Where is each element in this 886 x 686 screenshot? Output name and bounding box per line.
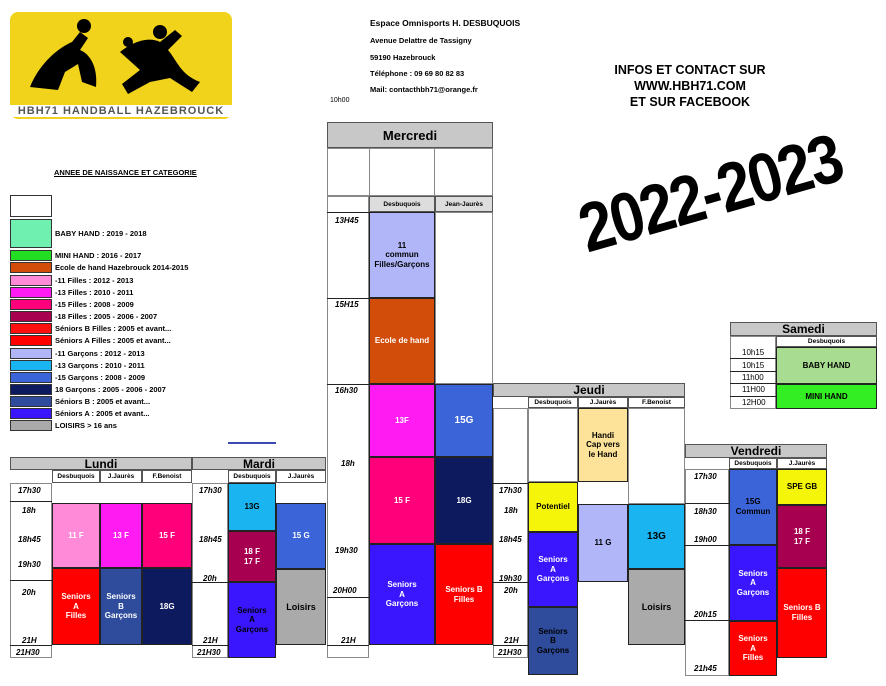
jeudi-col-fbenoist: F.Benoist bbox=[628, 397, 685, 408]
legend-swatch bbox=[10, 275, 52, 286]
lundi-time-18h: 18h bbox=[22, 506, 36, 515]
samedi-col-desbuquois: Desbuquois bbox=[776, 336, 877, 347]
divider bbox=[685, 620, 729, 621]
mercredi-slot-seniors-a-garcons[interactable]: Seniors A Garçons bbox=[369, 544, 435, 645]
lundi-title: Lundi bbox=[10, 457, 192, 470]
legend-swatch bbox=[10, 250, 52, 261]
mardi-time-column bbox=[192, 483, 228, 658]
venue-city: 59190 Hazebrouck bbox=[370, 53, 436, 62]
legend-label: -18 Filles : 2005 - 2006 - 2007 bbox=[55, 311, 158, 321]
jeudi-time-20h: 20h bbox=[504, 586, 518, 595]
legend-label: Séniors A Filles : 2005 et avant... bbox=[55, 335, 171, 345]
vendredi-title: Vendredi bbox=[685, 444, 827, 458]
divider bbox=[730, 371, 776, 372]
divider bbox=[192, 582, 228, 583]
contact-line-1: INFOS ET CONTACT SUR bbox=[614, 63, 766, 77]
jeudi-slot-potentiel[interactable]: Potentiel bbox=[528, 482, 578, 532]
jeudi-title: Jeudi bbox=[493, 383, 685, 397]
venue-email: Mail: contacthbh71@orange.fr bbox=[370, 85, 478, 94]
samedi-slot-mini-hand[interactable]: MINI HAND bbox=[776, 384, 877, 409]
jeudi-time-column bbox=[493, 408, 528, 658]
mercredi-time-18h: 18h bbox=[341, 459, 355, 468]
legend-label: -13 Filles : 2010 - 2011 bbox=[55, 287, 134, 297]
jeudi-slot-seniors-b-garcons[interactable]: Seniors B Garçons bbox=[528, 607, 578, 675]
venue-name: Espace Omnisports H. DESBUQUOIS bbox=[370, 18, 521, 28]
mardi-slot-loisirs[interactable]: Loisirs bbox=[276, 569, 326, 645]
vendredi-time-1900: 19h00 bbox=[694, 535, 717, 544]
legend-label: LOISIRS > 16 ans bbox=[55, 420, 117, 430]
samedi-time-1200: 12H00 bbox=[742, 398, 766, 407]
vendredi-time-column bbox=[685, 469, 729, 676]
divider bbox=[327, 384, 369, 385]
mardi-time-1845: 18h45 bbox=[199, 535, 222, 544]
legend-label: Séniors B Filles : 2005 et avant... bbox=[55, 323, 172, 333]
legend-swatch bbox=[10, 323, 52, 334]
lundi-col-desbuquois: Desbuquois bbox=[52, 470, 100, 483]
mardi-slot-13g[interactable]: 13G bbox=[228, 483, 276, 531]
samedi-time-1015-a: 10h15 bbox=[742, 348, 765, 357]
mercredi-jjaures-empty bbox=[435, 212, 493, 384]
legend-label: 18 Garçons : 2005 - 2006 - 2007 bbox=[55, 384, 166, 394]
legend-label: Séniors A : 2005 et avant... bbox=[55, 408, 150, 418]
mardi-time-2130: 21H30 bbox=[197, 648, 221, 657]
mercredi-slot-ecole-de-hand[interactable]: Ecole de hand bbox=[369, 298, 435, 384]
divider bbox=[327, 645, 369, 646]
legend-label: MINI HAND : 2016 - 2017 bbox=[55, 250, 142, 260]
samedi-slot-baby-hand[interactable]: BABY HAND bbox=[776, 347, 877, 384]
legend-swatch bbox=[10, 262, 52, 273]
jeudi-time-18h: 18h bbox=[504, 506, 518, 515]
jeudi-slot-handi-cap[interactable]: Handi Cap vers le Hand bbox=[578, 408, 628, 482]
lundi-slot-seniors-a-filles[interactable]: Seniors A Filles bbox=[52, 568, 100, 645]
lundi-slot-seniors-b-garcons[interactable]: Seniors B Garçons bbox=[100, 568, 142, 645]
mardi-slot-15g[interactable]: 15 G bbox=[276, 503, 326, 569]
legend-swatch bbox=[10, 420, 52, 431]
legend-label: -15 Filles : 2008 - 2009 bbox=[55, 299, 134, 309]
vendredi-col-jjaures: J.Jaurès bbox=[777, 458, 827, 469]
lundi-time-1730: 17h30 bbox=[18, 486, 41, 495]
lundi-time-2130: 21H30 bbox=[16, 648, 40, 657]
lundi-slot-18g[interactable]: 18G bbox=[142, 568, 192, 645]
divider bbox=[685, 503, 729, 504]
mardi-time-21h: 21H bbox=[203, 636, 218, 645]
lundi-time-1930: 19h30 bbox=[18, 560, 41, 569]
vendredi-slot-15g-commun[interactable]: 15G Commun bbox=[729, 469, 777, 545]
mercredi-slot-18g[interactable]: 18G bbox=[435, 457, 493, 544]
jeudi-time-1730: 17h30 bbox=[499, 486, 522, 495]
vendredi-slot-seniors-a-garcons[interactable]: Seniors A Garçons bbox=[729, 545, 777, 621]
mardi-title: Mardi bbox=[192, 457, 326, 470]
lundi-slot-11f[interactable]: 11 F bbox=[52, 503, 100, 568]
mercredi-time-21h: 21H bbox=[341, 636, 356, 645]
samedi-title: Samedi bbox=[730, 322, 877, 336]
vendredi-col-desbuquois: Desbuquois bbox=[729, 458, 777, 469]
venue-phone: Téléphone : 09 69 80 82 83 bbox=[370, 69, 465, 78]
mercredi-time-1930: 19h30 bbox=[335, 546, 358, 555]
venue-street: Avenue Delattre de Tassigny bbox=[370, 36, 472, 45]
divider bbox=[493, 645, 528, 646]
samedi-time-1100-a: 11h00 bbox=[742, 373, 764, 382]
legend-label: -11 Garçons : 2012 - 2013 bbox=[55, 348, 145, 358]
vendredi-slot-seniors-b-filles[interactable]: Seniors B Filles bbox=[777, 568, 827, 658]
lundi-time-1845: 18h45 bbox=[18, 535, 41, 544]
contact-info bbox=[590, 62, 790, 110]
mardi-col-jjaures: J.Jaurès bbox=[276, 470, 326, 483]
mercredi-time-1630: 16h30 bbox=[335, 386, 358, 395]
divider bbox=[327, 212, 369, 213]
jeudi-time-21h: 21H bbox=[504, 636, 519, 645]
legend-swatch bbox=[10, 219, 52, 248]
mercredi-slot-seniors-b-filles[interactable]: Seniors B Filles bbox=[435, 544, 493, 645]
jeudi-slot-loisirs[interactable]: Loisirs bbox=[628, 569, 685, 645]
mercredi-slot-15g[interactable]: 15G bbox=[435, 384, 493, 457]
jeudi-col-jjaures: J.Jaurès bbox=[578, 397, 628, 408]
mercredi-slot-13f[interactable]: 13F bbox=[369, 384, 435, 457]
legend-swatch bbox=[10, 299, 52, 310]
time-10h00: 10h00 bbox=[330, 97, 350, 104]
legend-swatch bbox=[10, 372, 52, 383]
divider bbox=[10, 645, 52, 646]
legend-label: BABY HAND : 2019 - 2018 bbox=[55, 228, 147, 238]
legend-swatch bbox=[10, 348, 52, 359]
mardi-slot-18f-17f[interactable]: 18 F 17 F bbox=[228, 531, 276, 582]
lundi-slot-13f[interactable]: 13 F bbox=[100, 503, 142, 568]
mercredi-title: Mercredi bbox=[327, 122, 493, 148]
vendredi-time-1730: 17h30 bbox=[694, 472, 717, 481]
mercredi-slot-11-commun[interactable]: 11 commun Filles/Garçons bbox=[369, 212, 435, 298]
legend-swatch bbox=[10, 396, 52, 407]
divider bbox=[730, 383, 776, 384]
legend-swatch bbox=[10, 287, 52, 298]
jeudi-desbuquois-empty bbox=[528, 408, 578, 482]
divider bbox=[685, 545, 729, 546]
divider bbox=[493, 582, 528, 583]
jeudi-slot-13g[interactable]: 13G bbox=[628, 504, 685, 569]
vendredi-slot-spe-gb[interactable]: SPE GB bbox=[777, 469, 827, 505]
legend-label: Séniors B : 2005 et avant... bbox=[55, 396, 151, 406]
contact-line-2: WWW.HBH71.COM bbox=[634, 79, 746, 93]
jeudi-fbenoist-empty bbox=[628, 408, 685, 504]
vendredi-time-2015: 20h15 bbox=[694, 610, 717, 619]
divider bbox=[10, 501, 52, 502]
season-title: 2022-2023 bbox=[570, 118, 851, 268]
mercredi-time-1515: 15H15 bbox=[335, 300, 359, 309]
contact-line-3: ET SUR FACEBOOK bbox=[629, 95, 751, 109]
divider bbox=[327, 597, 369, 598]
jeudi-col-desbuquois: Desbuquois bbox=[528, 397, 578, 408]
samedi-time-1015-b: 10h15 bbox=[742, 361, 765, 370]
legend-label: -13 Garçons : 2010 - 2011 bbox=[55, 360, 145, 370]
divider bbox=[730, 396, 776, 397]
jeudi-time-1930: 19h30 bbox=[499, 574, 522, 583]
divider bbox=[493, 483, 528, 484]
mercredi-col-desbuquois: Desbuquois bbox=[369, 196, 435, 212]
jeudi-slot-11g[interactable]: 11 G bbox=[578, 504, 628, 582]
club-logo bbox=[10, 12, 232, 119]
mardi-col-desbuquois: Desbuquois bbox=[228, 470, 276, 483]
legend-label: Ecole de hand Hazebrouck 2014-2015 bbox=[55, 262, 189, 272]
mardi-slot-seniors-a-garcons[interactable]: Seniors A Garçons bbox=[228, 582, 276, 658]
mercredi-blank-divider bbox=[369, 148, 435, 196]
legend-swatch bbox=[10, 384, 52, 395]
mardi-time-20h: 20h bbox=[203, 574, 217, 583]
lundi-time-20h: 20h bbox=[22, 588, 36, 597]
legend-swatch bbox=[10, 408, 52, 419]
mercredi-time-1345: 13H45 bbox=[335, 216, 359, 225]
lundi-slot-15f[interactable]: 15 F bbox=[142, 503, 192, 568]
logo-text: HBH71 HANDBALL HAZEBROUCK bbox=[10, 105, 232, 117]
legend-swatch bbox=[10, 335, 52, 346]
jeudi-slot-seniors-a-garcons[interactable]: Seniors A Garçons bbox=[528, 532, 578, 607]
legend-label: -11 Filles : 2012 - 2013 bbox=[55, 275, 134, 285]
mardi-time-1730: 17h30 bbox=[199, 486, 222, 495]
lundi-col-fbenoist: F.Benoist bbox=[142, 470, 192, 483]
legend-title: ANNEE DE NAISSANCE ET CATEGORIE bbox=[54, 168, 197, 177]
lundi-col-jjaures: J.Jaurès bbox=[100, 470, 142, 483]
vendredi-time-2145: 21h45 bbox=[694, 664, 717, 673]
jeudi-time-1845: 18h45 bbox=[499, 535, 522, 544]
vendredi-slot-seniors-a-filles[interactable]: Seniors A Filles bbox=[729, 621, 777, 676]
mercredi-time-2000: 20H00 bbox=[333, 586, 357, 595]
jeudi-time-2130: 21H30 bbox=[498, 648, 522, 657]
vendredi-slot-18f-17f[interactable]: 18 F 17 F bbox=[777, 505, 827, 568]
legend-label: -15 Garçons : 2008 - 2009 bbox=[55, 372, 146, 382]
divider bbox=[192, 645, 228, 646]
mardi-underline bbox=[228, 442, 276, 444]
mercredi-col-jjaures: Jean-Jaurès bbox=[435, 196, 493, 212]
samedi-time-1100-b: 11H00 bbox=[742, 385, 765, 394]
divider bbox=[10, 580, 52, 581]
legend-swatch bbox=[10, 195, 52, 217]
lundi-time-21h: 21H bbox=[22, 636, 37, 645]
mercredi-slot-15f[interactable]: 15 F bbox=[369, 457, 435, 544]
handball-players-icon bbox=[10, 12, 232, 119]
legend-swatch bbox=[10, 311, 52, 322]
divider bbox=[327, 298, 369, 299]
divider bbox=[730, 358, 776, 359]
vendredi-time-1830: 18h30 bbox=[694, 507, 717, 516]
legend-swatch bbox=[10, 360, 52, 371]
